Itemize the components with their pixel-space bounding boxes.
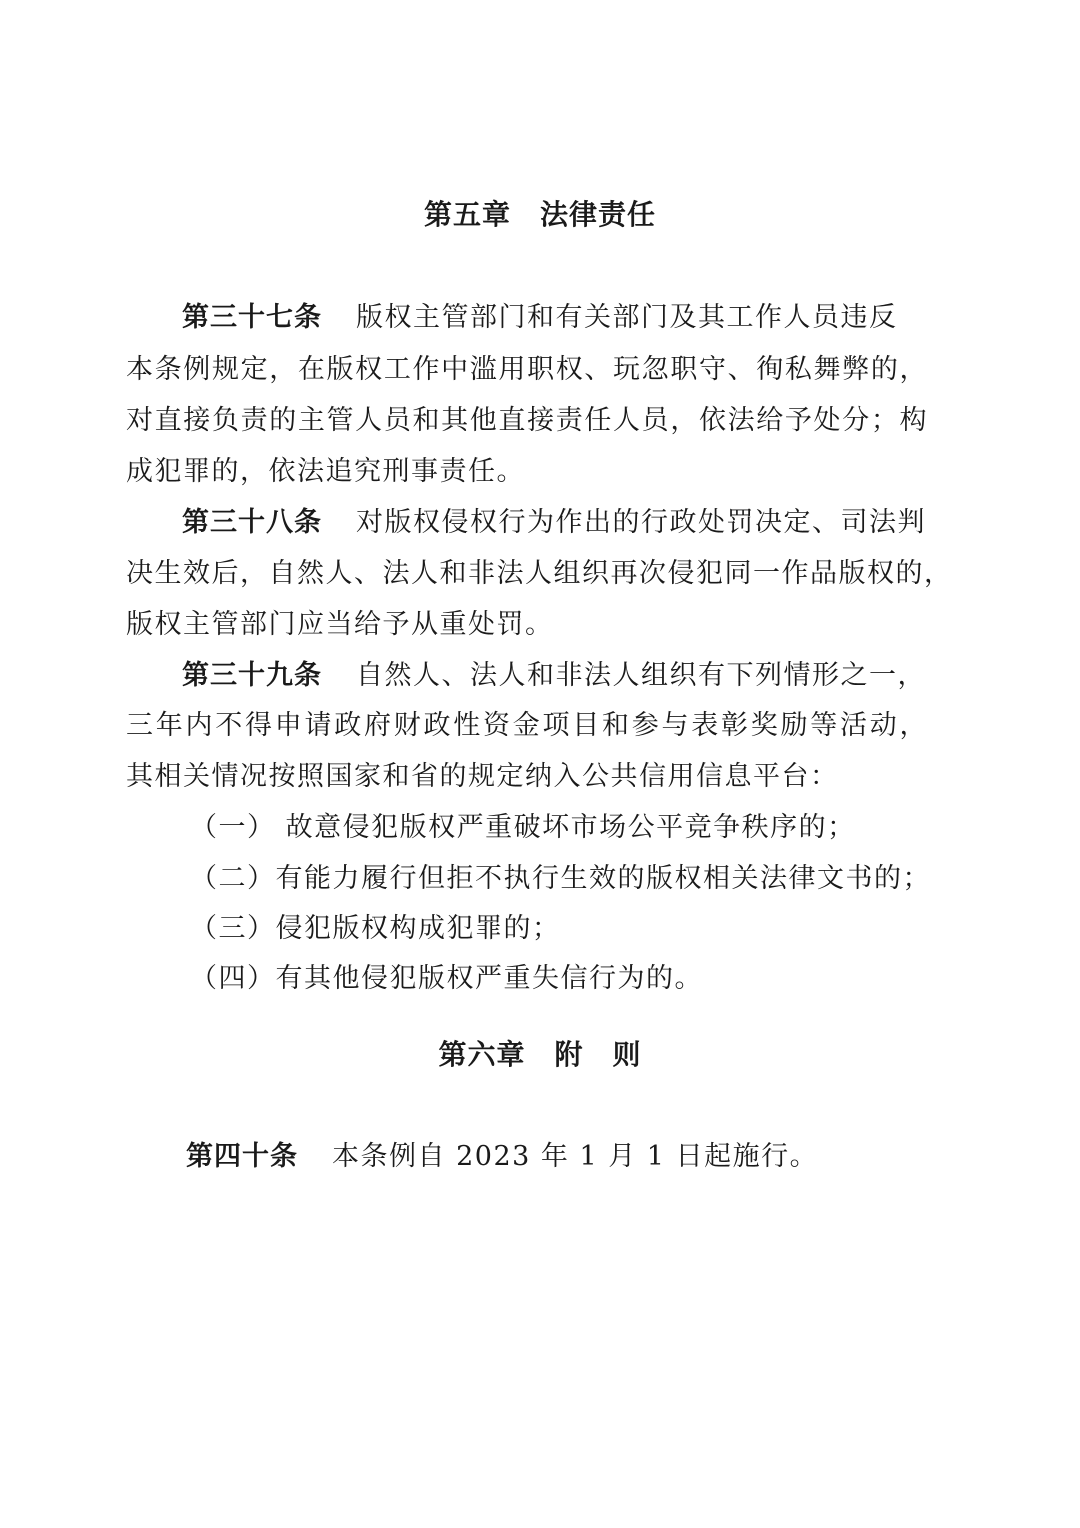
chapter-6-title: 第六章 附 则 [438,1038,642,1071]
article-38-line-3: 版权主管部门应当给予从重处罚。 [126,609,554,640]
article-38-line-1: 第三十八条 对版权侵权行为作出的行政处罚决定、司法判 [182,507,926,538]
article-39-line-3: 其相关情况按照国家和省的规定纳入公共信用信息平台： [126,761,839,792]
article-39-item-2: （二）有能力履行但拒不执行生效的版权相关法律文书的； [190,863,931,894]
article-39-line-2: 三年内不得申请政府财政性资金项目和参与表彰奖励等活动， [126,710,928,741]
article-39-item-4: （四）有其他侵犯版权严重失信行为的。 [190,963,703,994]
article-37-line-4: 成犯罪的，依法追究刑事责任。 [126,456,525,487]
chapter-5-title: 第五章 法律责任 [423,198,656,231]
article-38-line-2: 决生效后，自然人、法人和非法人组织再次侵犯同一作品版权的， [126,558,953,589]
article-37-line-1: 第三十七条 版权主管部门和有关部门及其工作人员违反 [182,302,898,333]
article-39-line-1: 第三十九条 自然人、法人和非法人组织有下列情形之一， [182,660,926,691]
article-40-line: 第四十条 本条例自 2023 年 1 月 1 日起施行。 [186,1141,819,1172]
article-37-line-2: 本条例规定，在版权工作中滥用职权、玩忽职守、徇私舞弊的， [126,354,928,385]
article-39-item-1: （一） 故意侵犯版权严重破坏市场公平竞争秩序的； [190,812,856,843]
article-39-label: 第三十九条 [182,660,322,691]
article-39-item-3: （三）侵犯版权构成犯罪的； [190,913,561,944]
article-37-line-3: 对直接负责的主管人员和其他直接责任人员，依法给予处分；构 [126,405,928,436]
article-40-label: 第四十条 [186,1141,298,1172]
article-38-label: 第三十八条 [182,507,322,538]
article-37-label: 第三十七条 [182,302,322,333]
